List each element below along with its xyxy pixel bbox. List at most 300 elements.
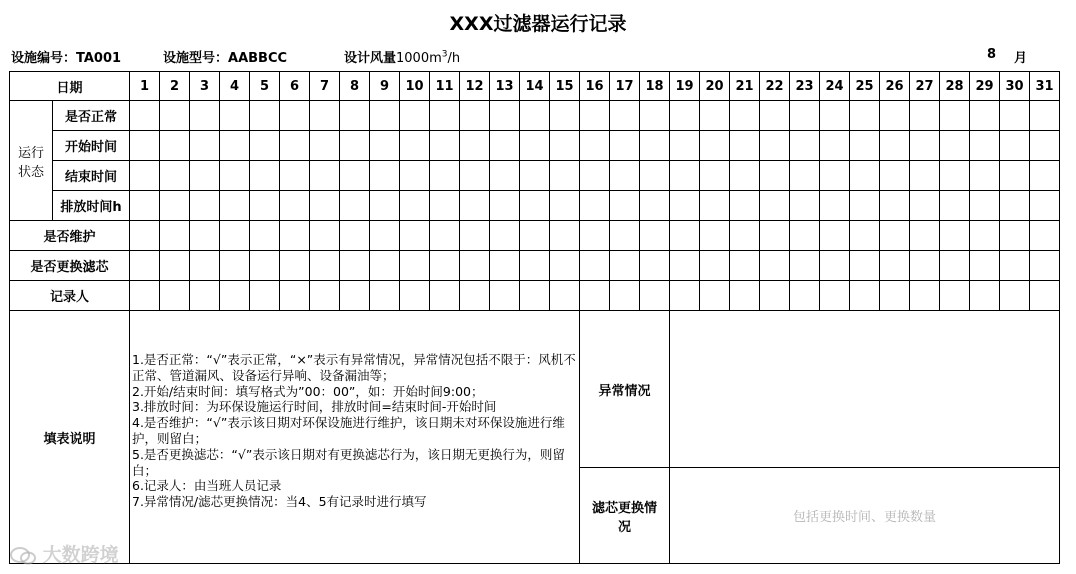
running-state-1-day-26-cell[interactable] — [880, 101, 910, 131]
running-state-2-day-29-cell[interactable] — [970, 131, 1000, 161]
notes-line: 5.是否更换滤芯：“√”表示该日期对有更换滤芯行为，该日期无更换行为，则留白； — [132, 446, 565, 478]
running-state-3-day-25-cell[interactable] — [850, 161, 880, 191]
running-state-3-day-6-cell[interactable] — [280, 161, 310, 191]
day-header: 27 — [910, 72, 940, 101]
running-state-4-day-19-cell[interactable] — [670, 191, 700, 221]
running-state-3-day-28-cell[interactable] — [940, 161, 970, 191]
wechat-icon — [10, 547, 36, 565]
running-state-1-day-23-cell[interactable] — [790, 101, 820, 131]
running-state-4-day-3-cell[interactable] — [190, 191, 220, 221]
running-state-4-day-31-cell[interactable] — [1030, 191, 1060, 221]
running-state-2-day-5-cell[interactable] — [250, 131, 280, 161]
running-state-4-day-26-cell[interactable] — [880, 191, 910, 221]
day-header: 3 — [190, 72, 220, 101]
facility-model-value: AABBCC — [228, 51, 288, 66]
running-state-2-day-22-cell[interactable] — [760, 131, 790, 161]
running-state-1-day-3-cell[interactable] — [190, 101, 220, 131]
day-header: 2 — [160, 72, 190, 101]
row-3-day-28-cell[interactable] — [940, 281, 970, 311]
facility-number — [11, 47, 121, 66]
row-3-day-21-cell[interactable] — [730, 281, 760, 311]
running-state-1-day-2-cell[interactable] — [160, 101, 190, 131]
notes-line: 4.是否维护：“√”表示该日期对环保设施进行维护，该日期未对环保设施进行维护，则留白； — [132, 415, 565, 446]
running-state-4-day-30-cell[interactable] — [1000, 191, 1030, 221]
row-1-day-22-cell[interactable] — [760, 221, 790, 251]
running-state-1-day-13-cell[interactable] — [490, 101, 520, 131]
running-state-1-day-4-cell[interactable] — [220, 101, 250, 131]
running-state-3-day-5-cell[interactable] — [250, 161, 280, 191]
row-3-day-19-cell[interactable] — [670, 281, 700, 311]
row-1-day-10-cell[interactable] — [400, 221, 430, 251]
day-header: 9 — [370, 72, 400, 101]
running-state-1-day-1-cell[interactable] — [130, 101, 160, 131]
row-1-day-18-cell[interactable] — [640, 221, 670, 251]
running-state-4-day-1-cell[interactable] — [130, 191, 160, 221]
design-airflow — [344, 47, 460, 66]
row-1-day-19-cell[interactable] — [670, 221, 700, 251]
running-state-3-day-16-cell[interactable] — [580, 161, 610, 191]
row-3-day-1-cell[interactable] — [130, 281, 160, 311]
row-2-day-25-cell[interactable] — [850, 251, 880, 281]
row-1-day-27-cell[interactable] — [910, 221, 940, 251]
notes-row — [10, 311, 1060, 468]
row-2-day-11-cell[interactable] — [430, 251, 460, 281]
running-state-2-day-23-cell[interactable] — [790, 131, 820, 161]
running-state-1-day-20-cell[interactable] — [700, 101, 730, 131]
running-state-4-day-11-cell[interactable] — [430, 191, 460, 221]
running-state-2-day-13-cell[interactable] — [490, 131, 520, 161]
running-state-3-day-10-cell[interactable] — [400, 161, 430, 191]
row-3-day-5-cell[interactable] — [250, 281, 280, 311]
notes-line: 6.记录人：由当班人员记录 — [132, 478, 282, 494]
running-state-3-day-30-cell[interactable] — [1000, 161, 1030, 191]
day-header: 21 — [730, 72, 760, 101]
row-1-day-20-cell[interactable] — [700, 221, 730, 251]
day-header: 8 — [340, 72, 370, 101]
row-3-day-31-cell[interactable] — [1030, 281, 1060, 311]
running-state-1-day-30-cell[interactable] — [1000, 101, 1030, 131]
running-state-3-day-8-cell[interactable] — [340, 161, 370, 191]
day-header: 30 — [1000, 72, 1030, 101]
running-state-label — [10, 101, 53, 221]
running-state-1-day-15-cell[interactable] — [550, 101, 580, 131]
running-state-3-day-1-cell[interactable] — [130, 161, 160, 191]
row-2-day-24-cell[interactable] — [820, 251, 850, 281]
row-2-day-1-cell[interactable] — [130, 251, 160, 281]
day-header: 11 — [430, 72, 460, 101]
row-3-day-30-cell[interactable] — [1000, 281, 1030, 311]
table-row — [10, 221, 1060, 251]
row-1-day-30-cell[interactable] — [1000, 221, 1030, 251]
row-3-day-4-cell[interactable] — [220, 281, 250, 311]
running-state-1-day-18-cell[interactable] — [640, 101, 670, 131]
running-state-3-day-24-cell[interactable] — [820, 161, 850, 191]
running-state-1-day-31-cell[interactable] — [1030, 101, 1060, 131]
running-state-3-day-2-cell[interactable] — [160, 161, 190, 191]
row-2-day-28-cell[interactable] — [940, 251, 970, 281]
running-state-1-day-6-cell[interactable] — [280, 101, 310, 131]
running-state-4-day-2-cell[interactable] — [160, 191, 190, 221]
day-header: 24 — [820, 72, 850, 101]
row-3-day-25-cell[interactable] — [850, 281, 880, 311]
running-state-2-day-4-cell[interactable] — [220, 131, 250, 161]
running-state-3-day-4-cell[interactable] — [220, 161, 250, 191]
running-state-4-day-13-cell[interactable] — [490, 191, 520, 221]
running-state-4-day-4-cell[interactable] — [220, 191, 250, 221]
row-2-day-15-cell[interactable] — [550, 251, 580, 281]
row-2-day-8-cell[interactable] — [340, 251, 370, 281]
row-3-day-18-cell[interactable] — [640, 281, 670, 311]
running-state-2-day-17-cell[interactable] — [610, 131, 640, 161]
row-1-day-1-cell[interactable] — [130, 221, 160, 251]
row-2-day-12-cell[interactable] — [460, 251, 490, 281]
running-state-4-day-9-cell[interactable] — [370, 191, 400, 221]
running-state-4-day-7-cell[interactable] — [310, 191, 340, 221]
row-3-day-26-cell[interactable] — [880, 281, 910, 311]
running-state-2-day-20-cell[interactable] — [700, 131, 730, 161]
row-3-day-16-cell[interactable] — [580, 281, 610, 311]
running-state-3-day-7-cell[interactable] — [310, 161, 340, 191]
running-state-1-day-7-cell[interactable] — [310, 101, 340, 131]
design-airflow-label: 设计风量 — [344, 51, 397, 66]
running-state-1-day-8-cell[interactable] — [340, 101, 370, 131]
row-2-day-21-cell[interactable] — [730, 251, 760, 281]
row-1-day-9-cell[interactable] — [370, 221, 400, 251]
running-state-4-day-27-cell[interactable] — [910, 191, 940, 221]
row-label: 结束时间 — [53, 161, 130, 191]
filter-change-line2: 况 — [617, 519, 631, 535]
filter-change-input[interactable]: 包括更换时间、更换数量 — [670, 468, 1060, 564]
running-state-4-day-28-cell[interactable] — [940, 191, 970, 221]
running-state-2-day-30-cell[interactable] — [1000, 131, 1030, 161]
row-3-day-2-cell[interactable] — [160, 281, 190, 311]
day-header: 19 — [670, 72, 700, 101]
day-header: 22 — [760, 72, 790, 101]
day-header: 25 — [850, 72, 880, 101]
row-1-day-25-cell[interactable] — [850, 221, 880, 251]
notes-line: 1.是否正常：“√”表示正常，“×”表示有异常情况，异常情况包括不限于：风机不正常、管道漏风、设备运行异响、设备漏油等； — [132, 352, 576, 383]
day-header: 20 — [700, 72, 730, 101]
running-state-line2: 状态 — [17, 164, 44, 180]
running-state-2-day-16-cell[interactable] — [580, 131, 610, 161]
running-state-4-day-29-cell[interactable] — [970, 191, 1000, 221]
watermark-text: 大数跨境 — [42, 544, 119, 566]
row-1-day-11-cell[interactable] — [430, 221, 460, 251]
running-state-1-day-14-cell[interactable] — [520, 101, 550, 131]
running-state-2-day-31-cell[interactable] — [1030, 131, 1060, 161]
header-row — [10, 72, 1060, 101]
notes-line: 3.排放时间：为环保设施运行时间，排放时间=结束时间-开始时间 — [132, 399, 497, 415]
row-1-day-16-cell[interactable] — [580, 221, 610, 251]
running-state-1-day-10-cell[interactable] — [400, 101, 430, 131]
running-state-3-day-17-cell[interactable] — [610, 161, 640, 191]
row-2-day-3-cell[interactable] — [190, 251, 220, 281]
running-state-4-day-22-cell[interactable] — [760, 191, 790, 221]
row-1-day-23-cell[interactable] — [790, 221, 820, 251]
running-state-2-day-27-cell[interactable] — [910, 131, 940, 161]
running-state-3-day-3-cell[interactable] — [190, 161, 220, 191]
running-state-1-day-28-cell[interactable] — [940, 101, 970, 131]
running-state-3-day-14-cell[interactable] — [520, 161, 550, 191]
row-2-day-13-cell[interactable] — [490, 251, 520, 281]
day-header: 16 — [580, 72, 610, 101]
running-state-4-day-24-cell[interactable] — [820, 191, 850, 221]
row-3-day-17-cell[interactable] — [610, 281, 640, 311]
facility-model — [163, 47, 287, 66]
running-state-2-day-8-cell[interactable] — [340, 131, 370, 161]
day-header: 17 — [610, 72, 640, 101]
row-2-day-14-cell[interactable] — [520, 251, 550, 281]
running-state-2-day-24-cell[interactable] — [820, 131, 850, 161]
running-state-2-day-7-cell[interactable] — [310, 131, 340, 161]
row-2-day-30-cell[interactable] — [1000, 251, 1030, 281]
row-1-day-28-cell[interactable] — [940, 221, 970, 251]
filter-change-line1: 滤芯更换情 — [591, 500, 657, 516]
abnormal-input[interactable] — [670, 311, 1060, 468]
row-3-day-27-cell[interactable] — [910, 281, 940, 311]
row-2-day-31-cell[interactable] — [1030, 251, 1060, 281]
row-label: 是否维护 — [10, 221, 130, 251]
running-state-3-day-21-cell[interactable] — [730, 161, 760, 191]
table-row — [10, 191, 1060, 221]
row-2-day-2-cell[interactable] — [160, 251, 190, 281]
running-state-4-day-17-cell[interactable] — [610, 191, 640, 221]
running-state-2-day-3-cell[interactable] — [190, 131, 220, 161]
running-state-2-day-19-cell[interactable] — [670, 131, 700, 161]
running-state-4-day-8-cell[interactable] — [340, 191, 370, 221]
running-state-1-day-17-cell[interactable] — [610, 101, 640, 131]
day-header: 15 — [550, 72, 580, 101]
running-state-2-day-14-cell[interactable] — [520, 131, 550, 161]
airflow-value-unit: /h — [447, 51, 461, 66]
running-state-2-day-1-cell[interactable] — [130, 131, 160, 161]
running-state-2-day-9-cell[interactable] — [370, 131, 400, 161]
abnormal-label: 异常情况 — [580, 311, 670, 468]
row-2-day-17-cell[interactable] — [610, 251, 640, 281]
day-header: 14 — [520, 72, 550, 101]
row-3-day-22-cell[interactable] — [760, 281, 790, 311]
row-1-day-17-cell[interactable] — [610, 221, 640, 251]
running-state-4-day-23-cell[interactable] — [790, 191, 820, 221]
day-header: 5 — [250, 72, 280, 101]
row-3-day-15-cell[interactable] — [550, 281, 580, 311]
table-row — [10, 251, 1060, 281]
running-state-1-day-21-cell[interactable] — [730, 101, 760, 131]
row-label: 排放时间h — [53, 191, 130, 221]
running-state-3-day-26-cell[interactable] — [880, 161, 910, 191]
row-1-day-5-cell[interactable] — [250, 221, 280, 251]
filter-change-label — [580, 468, 670, 564]
row-2-day-16-cell[interactable] — [580, 251, 610, 281]
notes-label: 填表说明 — [10, 311, 130, 564]
row-2-day-29-cell[interactable] — [970, 251, 1000, 281]
row-1-day-2-cell[interactable] — [160, 221, 190, 251]
running-state-2-day-2-cell[interactable] — [160, 131, 190, 161]
row-2-day-19-cell[interactable] — [670, 251, 700, 281]
row-1-day-7-cell[interactable] — [310, 221, 340, 251]
running-state-2-day-15-cell[interactable] — [550, 131, 580, 161]
running-state-3-day-9-cell[interactable] — [370, 161, 400, 191]
row-3-day-8-cell[interactable] — [340, 281, 370, 311]
row-2-day-10-cell[interactable] — [400, 251, 430, 281]
running-state-2-day-21-cell[interactable] — [730, 131, 760, 161]
notes-line: 2.开始/结束时间：填写格式为”00：00”，如：开始时间9:00； — [132, 383, 484, 399]
row-3-day-24-cell[interactable] — [820, 281, 850, 311]
running-state-3-day-13-cell[interactable] — [490, 161, 520, 191]
day-header: 7 — [310, 72, 340, 101]
row-1-day-15-cell[interactable] — [550, 221, 580, 251]
row-1-day-31-cell[interactable] — [1030, 221, 1060, 251]
running-state-4-day-15-cell[interactable] — [550, 191, 580, 221]
row-2-day-20-cell[interactable] — [700, 251, 730, 281]
running-state-2-day-26-cell[interactable] — [880, 131, 910, 161]
record-table — [9, 71, 1060, 564]
row-1-day-21-cell[interactable] — [730, 221, 760, 251]
running-state-1-day-12-cell[interactable] — [460, 101, 490, 131]
running-state-3-day-12-cell[interactable] — [460, 161, 490, 191]
running-state-4-day-16-cell[interactable] — [580, 191, 610, 221]
day-header: 29 — [970, 72, 1000, 101]
running-state-4-day-12-cell[interactable] — [460, 191, 490, 221]
month-label: 月 — [1014, 51, 1028, 66]
facility-number-label: 设施编号： — [11, 51, 77, 66]
row-1-day-12-cell[interactable] — [460, 221, 490, 251]
row-3-day-6-cell[interactable] — [280, 281, 310, 311]
row-3-day-23-cell[interactable] — [790, 281, 820, 311]
row-2-day-5-cell[interactable] — [250, 251, 280, 281]
row-1-day-29-cell[interactable] — [970, 221, 1000, 251]
running-state-4-day-18-cell[interactable] — [640, 191, 670, 221]
row-3-day-14-cell[interactable] — [520, 281, 550, 311]
running-state-3-day-27-cell[interactable] — [910, 161, 940, 191]
airflow-value-sup: 3 — [441, 49, 448, 60]
running-state-1-day-27-cell[interactable] — [910, 101, 940, 131]
row-1-day-13-cell[interactable] — [490, 221, 520, 251]
running-state-4-day-10-cell[interactable] — [400, 191, 430, 221]
table-row — [10, 161, 1060, 191]
airflow-value-main: 1000m — [396, 51, 442, 66]
row-2-day-4-cell[interactable] — [220, 251, 250, 281]
row-2-day-7-cell[interactable] — [310, 251, 340, 281]
row-3-day-7-cell[interactable] — [310, 281, 340, 311]
running-state-3-day-19-cell[interactable] — [670, 161, 700, 191]
running-state-4-day-25-cell[interactable] — [850, 191, 880, 221]
running-state-2-day-28-cell[interactable] — [940, 131, 970, 161]
running-state-2-day-12-cell[interactable] — [460, 131, 490, 161]
day-header: 31 — [1030, 72, 1060, 101]
day-header: 12 — [460, 72, 490, 101]
running-state-1-day-9-cell[interactable] — [370, 101, 400, 131]
running-state-3-day-11-cell[interactable] — [430, 161, 460, 191]
row-1-day-6-cell[interactable] — [280, 221, 310, 251]
row-label: 记录人 — [10, 281, 130, 311]
row-3-day-29-cell[interactable] — [970, 281, 1000, 311]
row-3-day-20-cell[interactable] — [700, 281, 730, 311]
design-airflow-value — [396, 51, 460, 66]
running-state-2-day-25-cell[interactable] — [850, 131, 880, 161]
day-header: 18 — [640, 72, 670, 101]
day-header: 1 — [130, 72, 160, 101]
running-state-4-day-6-cell[interactable] — [280, 191, 310, 221]
row-1-day-24-cell[interactable] — [820, 221, 850, 251]
running-state-4-day-14-cell[interactable] — [520, 191, 550, 221]
running-state-4-day-20-cell[interactable] — [700, 191, 730, 221]
page-title: XXX过滤器运行记录 — [449, 13, 627, 35]
watermark — [10, 540, 119, 567]
row-1-day-8-cell[interactable] — [340, 221, 370, 251]
notes-line: 7.异常情况/滤芯更换情况：当4、5有记录时进行填写 — [132, 494, 427, 510]
row-3-day-3-cell[interactable] — [190, 281, 220, 311]
row-1-day-3-cell[interactable] — [190, 221, 220, 251]
running-state-1-day-19-cell[interactable] — [670, 101, 700, 131]
running-state-3-day-31-cell[interactable] — [1030, 161, 1060, 191]
day-header: 4 — [220, 72, 250, 101]
running-state-2-day-10-cell[interactable] — [400, 131, 430, 161]
running-state-2-day-18-cell[interactable] — [640, 131, 670, 161]
running-state-1-day-24-cell[interactable] — [820, 101, 850, 131]
running-state-4-day-21-cell[interactable] — [730, 191, 760, 221]
row-2-day-23-cell[interactable] — [790, 251, 820, 281]
day-header: 26 — [880, 72, 910, 101]
row-label: 是否更换滤芯 — [10, 251, 130, 281]
running-state-3-day-22-cell[interactable] — [760, 161, 790, 191]
row-2-day-22-cell[interactable] — [760, 251, 790, 281]
facility-model-label: 设施型号： — [163, 51, 229, 66]
row-label: 开始时间 — [53, 131, 130, 161]
row-2-day-27-cell[interactable] — [910, 251, 940, 281]
month-value: 8 — [987, 47, 997, 62]
row-3-day-11-cell[interactable] — [430, 281, 460, 311]
date-header: 日期 — [10, 72, 130, 101]
running-state-1-day-25-cell[interactable] — [850, 101, 880, 131]
table-row — [10, 281, 1060, 311]
row-label: 是否正常 — [53, 101, 130, 131]
row-2-day-18-cell[interactable] — [640, 251, 670, 281]
running-state-1-day-29-cell[interactable] — [970, 101, 1000, 131]
running-state-4-day-5-cell[interactable] — [250, 191, 280, 221]
running-state-1-day-11-cell[interactable] — [430, 101, 460, 131]
row-3-day-13-cell[interactable] — [490, 281, 520, 311]
row-1-day-26-cell[interactable] — [880, 221, 910, 251]
row-1-day-4-cell[interactable] — [220, 221, 250, 251]
running-state-1-day-22-cell[interactable] — [760, 101, 790, 131]
running-state-3-day-18-cell[interactable] — [640, 161, 670, 191]
day-header: 13 — [490, 72, 520, 101]
notes-content — [130, 311, 580, 564]
running-state-1-day-16-cell[interactable] — [580, 101, 610, 131]
row-2-day-6-cell[interactable] — [280, 251, 310, 281]
running-state-line1: 运行 — [17, 145, 44, 161]
row-3-day-9-cell[interactable] — [370, 281, 400, 311]
running-state-3-day-29-cell[interactable] — [970, 161, 1000, 191]
row-3-day-10-cell[interactable] — [400, 281, 430, 311]
day-header: 28 — [940, 72, 970, 101]
day-header: 6 — [280, 72, 310, 101]
facility-number-value: TA001 — [76, 51, 122, 66]
row-3-day-12-cell[interactable] — [460, 281, 490, 311]
running-state-3-day-23-cell[interactable] — [790, 161, 820, 191]
running-state-3-day-15-cell[interactable] — [550, 161, 580, 191]
row-1-day-14-cell[interactable] — [520, 221, 550, 251]
running-state-1-day-5-cell[interactable] — [250, 101, 280, 131]
row-2-day-9-cell[interactable] — [370, 251, 400, 281]
running-state-3-day-20-cell[interactable] — [700, 161, 730, 191]
running-state-2-day-6-cell[interactable] — [280, 131, 310, 161]
day-header: 10 — [400, 72, 430, 101]
row-2-day-26-cell[interactable] — [880, 251, 910, 281]
notes-text — [130, 311, 579, 510]
running-state-2-day-11-cell[interactable] — [430, 131, 460, 161]
